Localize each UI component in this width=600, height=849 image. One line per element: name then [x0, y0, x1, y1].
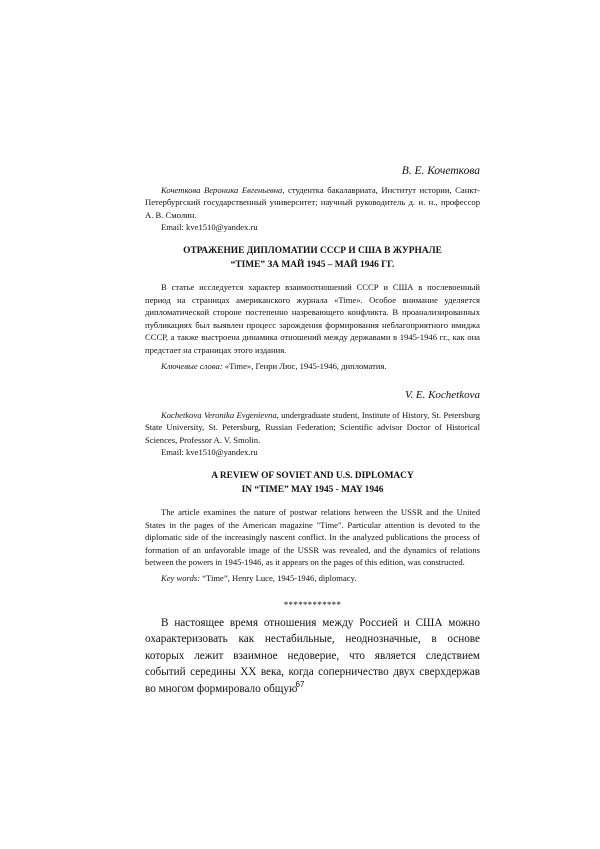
keywords-ru: [145, 360, 480, 372]
page-number: 67: [295, 680, 305, 689]
title-ru-line1: ОТРАЖЕНИЕ ДИПЛОМАТИИ СССР И США В ЖУРНАЛЕ: [183, 246, 442, 256]
email-ru: Email: kve1510@yandex.ru: [161, 222, 258, 233]
keywords-label-en: Key words:: [161, 573, 201, 583]
title-en-line1: A REVIEW OF SOVIET AND U.S. DIPLOMACY: [211, 471, 414, 481]
title-ru-line2: “TIME” ЗА МАЙ 1945 – МАЙ 1946 ГГ.: [230, 259, 395, 270]
keywords-text-en: “Time”, Henry Luce, 1945-1946, diplomacy.: [200, 573, 357, 583]
author-fullname-en: Kochetkova Veronika Evgenievna: [161, 410, 277, 420]
title-en-line2: IN “TIME” MAY 1945 - MAY 1946: [241, 484, 384, 495]
author-fullname-ru: Кочеткова Вероника Евгеньевна: [161, 185, 283, 195]
email-en: Email: kve1510@yandex.ru: [161, 447, 258, 458]
affiliation-ru-details: , студентка бакалавриата, Институт истории, Санкт-Петербургский государственный университет; научный руководитель д. и. н., профессор А. В. Смолин.: [145, 185, 480, 220]
section-separator: ************: [283, 600, 342, 610]
affiliation-en-details: , undergraduate student, Institute of History, St. Petersburg State University, St. Petersburg, Russian Federation; Scientific advisor Doctor of Historical Sciences, Professor A. V. Smolin.: [145, 410, 481, 445]
author-short-ru: В. Е. Кочеткова: [401, 165, 480, 177]
author-short-en: V. E. Kochetkova: [405, 389, 480, 401]
body-paragraph: В настоящее время отношения между Россией и США можно охарактеризовать как нестабильные, неоднозначные, в основе которых лежит взаимное недоверие, что является следствием событий середины XX века, когда соперничество двух сверхдержав во многом формировало общую: [145, 617, 480, 695]
keywords-en: [145, 572, 480, 584]
abstract-ru: В статье исследуется характер взаимоотношений СССР и США в послевоенный период на страницах американского журнала «Time». Особое внимание уделяется дипломатической стороне постепенно назревающего конфликта. В проанализированных публикациях был выявлен процесс зарождения формирования неблагоприятного имиджа СССР, а также выстроена динамика отношений между державами в 1945-1946 гг., как она предстает на страницах этого издания.: [145, 282, 480, 355]
keywords-text-ru: «Time», Генри Люс, 1945-1946, дипломатия.: [222, 361, 387, 371]
article-title-ru: [145, 245, 480, 272]
affiliation-en-text: [145, 409, 480, 446]
keywords-label-ru: Ключевые слова:: [161, 361, 223, 371]
article-title-en: [145, 470, 480, 497]
affiliation-ru: [145, 184, 480, 234]
affiliation-en: [145, 409, 480, 459]
abstract-en: The article examines the nature of postwar relations between the USSR and the United States in the pages of the American magazine "Time". Particular attention is devoted to the diplomatic side of the increasingly nascent conflict. In the analyzed publications the process of formation of an unfavorable image of the USSR was revealed, and the dynamics of relations between the powers in 1945-1946, as it appears on the pages of this edition, was constructed.: [145, 507, 480, 567]
affiliation-ru-text: [145, 184, 480, 221]
